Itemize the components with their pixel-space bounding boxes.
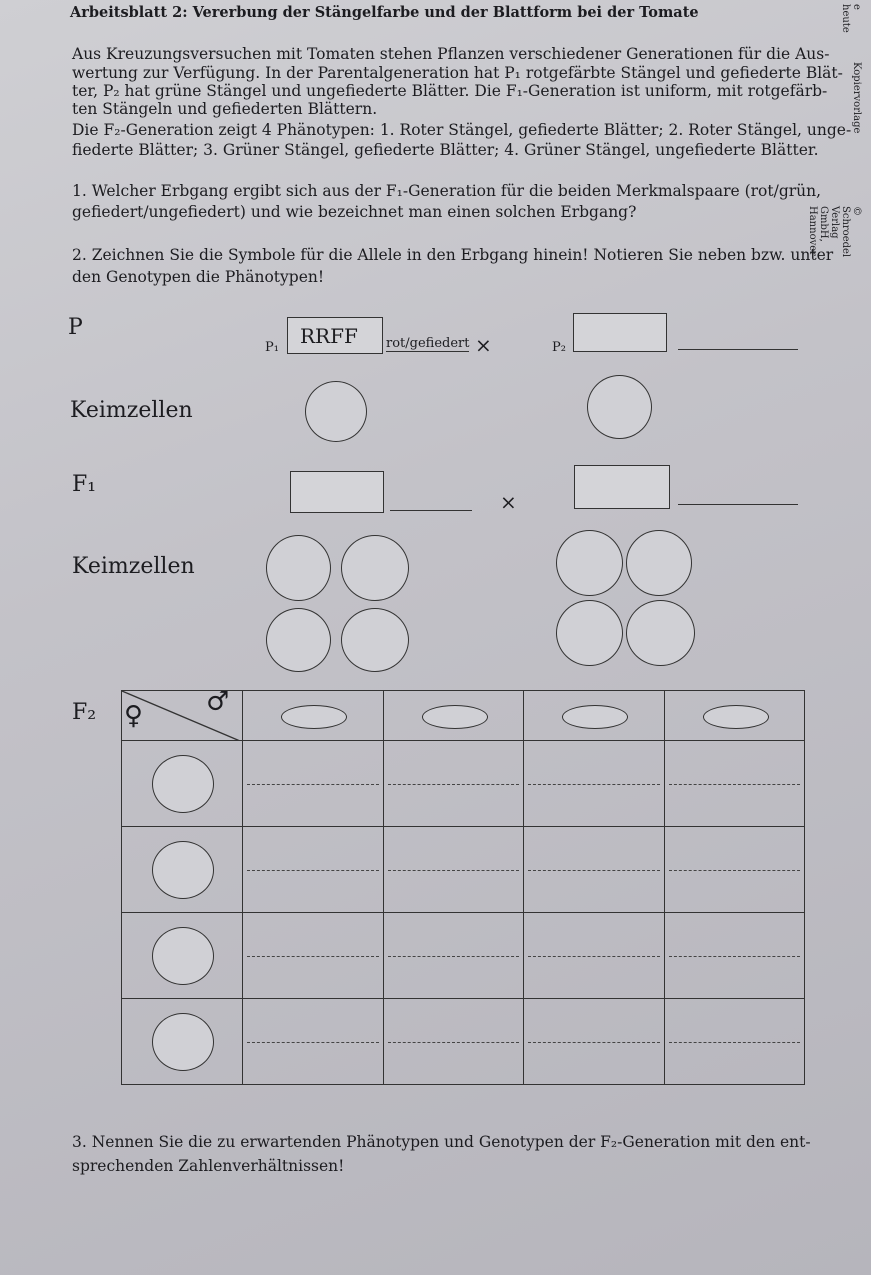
offspring-cell[interactable] — [524, 913, 665, 999]
cross-symbol: × — [475, 333, 492, 357]
offspring-cell[interactable] — [243, 827, 384, 913]
punnett-square — [121, 687, 805, 1085]
text-line: gefiedert/ungefiedert) und wie bezeichnet man einen solchen Erbgang? — [72, 203, 637, 221]
label-p1: P₁ — [265, 340, 279, 355]
offspring-cell[interactable] — [243, 741, 384, 827]
f1-phenotype-line[interactable] — [390, 510, 472, 511]
text-line: Aus Kreuzungsversuchen mit Tomaten stehen Pflanzen verschiedener Generationen für die Aus- — [72, 45, 830, 63]
offspring-cell[interactable] — [243, 999, 384, 1085]
label-keimzellen-p: Keimzellen — [70, 398, 193, 423]
gamete-circle[interactable] — [626, 530, 692, 596]
male-icon: ♂ — [206, 687, 230, 717]
worksheet-title: Arbeitsblatt 2: Vererbung der Stängelfarbe und der Blattform bei der Tomate — [70, 4, 699, 21]
label-keimzellen-f1: Keimzellen — [72, 554, 195, 579]
label-p: P — [68, 315, 83, 340]
p1-genotype: RRFF — [300, 324, 358, 348]
label-p2: P₂ — [552, 340, 566, 355]
gamete-circle[interactable] — [266, 535, 331, 601]
p1-phenotype: rot/gefiedert — [386, 336, 470, 351]
female-gamete-cell[interactable] — [122, 741, 243, 827]
offspring-cell[interactable] — [383, 999, 524, 1085]
offspring-cell[interactable] — [383, 827, 524, 913]
side-text: e heute — [840, 4, 862, 33]
side-text: Kopiervorlage — [851, 62, 862, 134]
offspring-cell[interactable] — [664, 999, 805, 1085]
offspring-cell[interactable] — [664, 827, 805, 913]
offspring-cell[interactable] — [664, 741, 805, 827]
female-gamete-cell[interactable] — [122, 913, 243, 999]
offspring-cell[interactable] — [524, 999, 665, 1085]
text-line: sprechenden Zahlenverhältnissen! — [72, 1157, 345, 1175]
gamete-circle[interactable] — [587, 375, 652, 439]
text-line: den Genotypen die Phänotypen! — [72, 268, 325, 286]
p1-genotype-box[interactable] — [287, 317, 383, 354]
offspring-cell[interactable] — [243, 913, 384, 999]
f1-phenotype-line[interactable] — [678, 504, 798, 505]
male-gamete-cell[interactable] — [664, 691, 805, 741]
label-f2: F₂ — [72, 700, 97, 725]
f1-genotype-box[interactable] — [574, 465, 670, 509]
f1-genotype-box[interactable] — [290, 471, 384, 513]
gamete-circle[interactable] — [556, 530, 623, 596]
text-line: fiederte Blätter; 3. Grüner Stängel, gefiederte Blätter; 4. Grüner Stängel, ungefiederte Blätter. — [72, 141, 819, 159]
offspring-cell[interactable] — [524, 827, 665, 913]
gamete-circle[interactable] — [556, 600, 623, 666]
offspring-cell[interactable] — [524, 741, 665, 827]
text-line: ter, P₂ hat grüne Stängel und ungefiederte Blätter. Die F₁-Generation ist uniform, mit rotgefärb- — [72, 82, 828, 100]
gamete-circle[interactable] — [341, 608, 409, 672]
gamete-circle[interactable] — [266, 608, 331, 672]
text-line: 3. Nennen Sie die zu erwartenden Phänotypen und Genotypen der F₂-Generation mit den ent- — [72, 1133, 811, 1151]
cross-symbol: × — [500, 490, 517, 514]
header-corner — [122, 687, 243, 741]
label-f1: F₁ — [72, 472, 97, 497]
offspring-cell[interactable] — [383, 913, 524, 999]
text-line: 2. Zeichnen Sie die Symbole für die Allele in den Erbgang hinein! Notieren Sie neben bzw. unter — [72, 246, 834, 264]
copyright: © Schroedel Verlag GmbH, Hannover — [807, 206, 862, 258]
gamete-circle[interactable] — [305, 381, 367, 442]
p2-genotype-box[interactable] — [573, 313, 667, 352]
female-icon: ♀ — [124, 701, 144, 731]
female-gamete-cell[interactable] — [122, 827, 243, 913]
female-gamete-cell[interactable] — [122, 999, 243, 1085]
gamete-circle[interactable] — [626, 600, 695, 666]
offspring-cell[interactable] — [664, 913, 805, 999]
offspring-cell[interactable] — [383, 741, 524, 827]
gamete-circle[interactable] — [341, 535, 409, 601]
male-gamete-cell[interactable] — [524, 691, 665, 741]
male-gamete-cell[interactable] — [383, 691, 524, 741]
text-line: 1. Welcher Erbgang ergibt sich aus der F₁-Generation für die beiden Merkmalspaare (rot/grün, — [72, 182, 822, 200]
male-gamete-cell[interactable] — [243, 691, 384, 741]
text-line: wertung zur Verfügung. In der Parentalgeneration hat P₁ rotgefärbte Stängel und gefiederte Blät- — [72, 64, 843, 82]
text-line: ten Stängeln und gefiederten Blättern. — [72, 100, 378, 118]
p2-phenotype-line[interactable] — [678, 349, 798, 350]
text-line: Die F₂-Generation zeigt 4 Phänotypen: 1. Roter Stängel, gefiederte Blätter; 2. Roter Stängel, unge- — [72, 121, 852, 139]
